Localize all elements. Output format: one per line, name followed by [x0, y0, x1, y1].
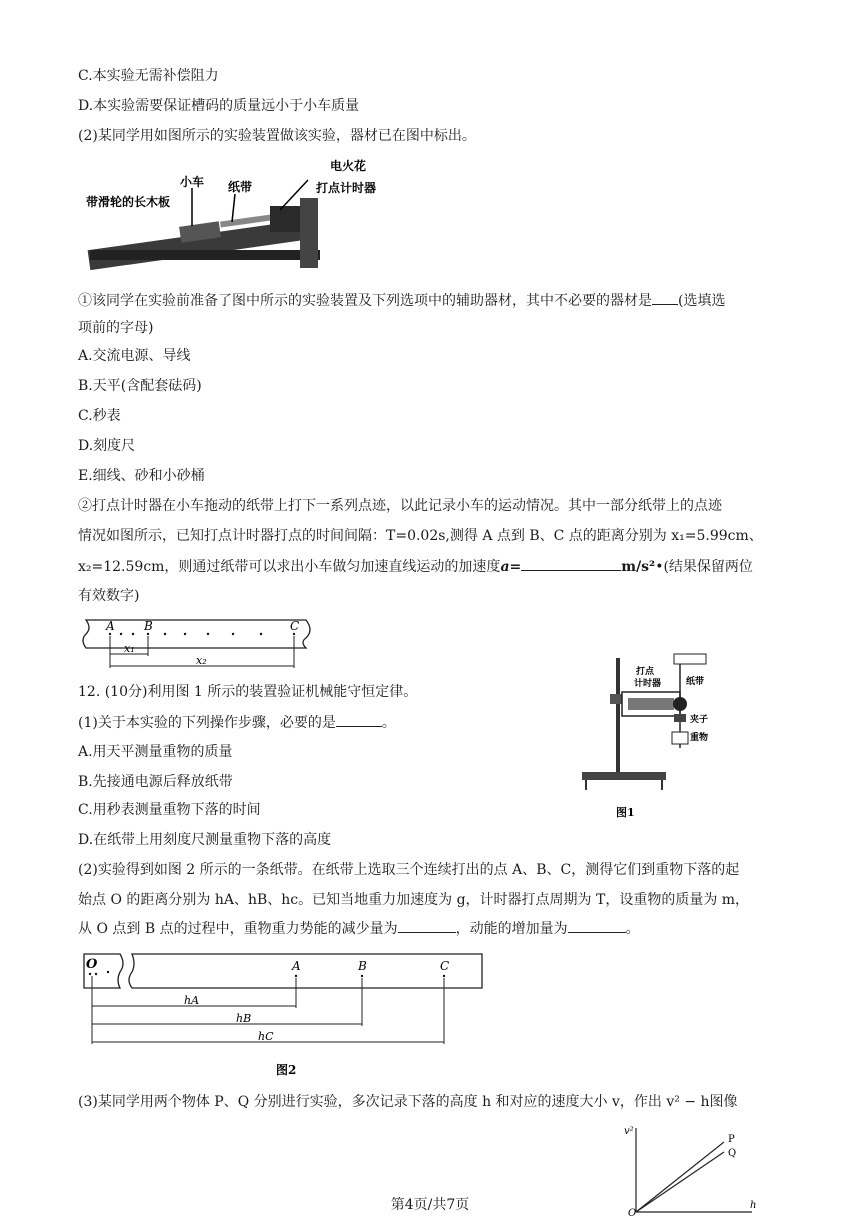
tape-label-x1: x₁	[124, 642, 135, 655]
label-board: 带滑轮的长木板	[86, 195, 171, 209]
page-footer: 第4页/共7页	[390, 1197, 470, 1213]
label-timer-1: 电火花	[330, 159, 367, 173]
tape-label-a: A	[106, 619, 115, 633]
sub-question-1-line1	[78, 290, 725, 311]
question-12-title: 12. (10分)利用图 1 所示的装置验证机械能守恒定律。	[78, 684, 418, 700]
acceleration-unit: m/s²	[621, 559, 656, 575]
q12-option-c: C.用秒表测量重物下落的时间	[78, 802, 261, 818]
tape-dots	[109, 633, 295, 635]
label-timer-2: 打点计时器	[316, 181, 377, 195]
q12-option-b: B.先接通电源后释放纸带	[78, 774, 233, 790]
question-12-part-2-line3	[78, 918, 640, 939]
figure-2-tape	[80, 946, 490, 1086]
label-car: 小车	[180, 175, 205, 189]
fig2-label-ha: hA	[184, 994, 200, 1007]
fig2-caption: 图2	[276, 1063, 297, 1077]
question-12-part-2-line2: 始点 O 的距离分别为 hA、hB、hc。已知当地重力加速度为 g，计时器打点周期为 T，设重物的质量为 m，	[78, 892, 750, 908]
option-a: A.交流电源、导线	[78, 348, 191, 364]
option-e: E.细线、砂和小砂桶	[78, 468, 205, 484]
graph-label-p: P	[728, 1134, 735, 1145]
fig2-label-b: B	[358, 959, 367, 973]
sub-question-2-tail: •(结果保留两位	[655, 559, 753, 575]
acceleration-var: a=	[500, 559, 522, 575]
label-tape: 纸带	[228, 180, 253, 194]
figure-1-apparatus	[582, 640, 722, 820]
fig1-label-clip: 夹子	[690, 715, 709, 725]
answer-blank[interactable]	[652, 290, 678, 305]
fig1-label-weight: 重物	[690, 733, 709, 743]
sub-question-2-line1: ②打点计时器在小车拖动的纸带上打下一系列点迹，以此记录小车的运动情况。其中一部分纸带上的点迹	[78, 498, 722, 514]
graph-origin: O	[628, 1208, 637, 1216]
sub-question-1-tail: (选填选	[678, 293, 726, 309]
potential-energy-blank[interactable]	[398, 918, 456, 933]
fig1-label-tape: 纸带	[686, 677, 705, 687]
part-2-mid: ，动能的增加量为	[455, 921, 568, 937]
question-12-part-1-text: (1)关于本实验的下列操作步骤，必要的是	[78, 715, 336, 731]
part-2-text: 从 O 点到 B 点的过程中，重物重力势能的减少量为	[78, 921, 398, 937]
fig1-caption: 图1	[616, 806, 635, 819]
question-2-intro: (2)某同学用如图所示的实验装置做该实验，器材已在图中标出。	[78, 128, 476, 144]
part-2-end: 。	[625, 921, 640, 937]
tape-label-x2: x₂	[196, 654, 207, 667]
fig2-label-hc: hC	[258, 1030, 274, 1043]
fig1-label-timer-1: 打点	[636, 667, 655, 677]
question-12-part-3: (3)某同学用两个物体 P、Q 分别进行实验，多次记录下落的高度 h 和对应的速度大小 v，作出 v² − h图像	[78, 1094, 738, 1110]
sub-question-1-line2: 项前的字母)	[78, 320, 154, 336]
tape-label-b: B	[144, 619, 153, 633]
acceleration-blank[interactable]	[521, 556, 621, 571]
question-12-part-2-line1: (2)实验得到如图 2 所示的一条纸带。在纸带上选取三个连续打出的点 A、B、C，测得它们到重物下落的起	[78, 862, 740, 878]
fig1-label-timer-2: 计时器	[634, 679, 662, 689]
option-d-mass: D.本实验需要保证槽码的质量远小于小车质量	[78, 98, 360, 114]
fig2-label-a: A	[292, 959, 301, 973]
fig2-label-hb: hB	[236, 1012, 252, 1025]
tape-label-c: C	[290, 619, 300, 633]
sub-question-2-text: x₂=12.59cm，则通过纸带可以求出小车做匀加速直线运动的加速度	[78, 559, 501, 575]
fig2-label-c: C	[440, 959, 450, 973]
fig2-label-o: O	[86, 957, 98, 972]
option-b: B.天平(含配套砝码)	[78, 378, 202, 394]
option-c-no-friction: C.本实验无需补偿阻力	[78, 68, 219, 84]
sub-question-2-line2: 情况如图所示，已知打点计时器打点的时间间隔：T=0.02s,测得 A 点到 B、C 点的距离分别为 x₁=5.99cm、	[78, 528, 763, 544]
graph-label-q: Q	[728, 1148, 737, 1159]
paper-tape-figure	[78, 614, 318, 674]
kinetic-energy-blank[interactable]	[568, 918, 626, 933]
graph-ylabel: v²	[624, 1126, 634, 1137]
cart-apparatus-figure	[80, 158, 377, 276]
option-d: D.刻度尺	[78, 438, 136, 454]
option-c: C.秒表	[78, 408, 121, 424]
part-1-blank[interactable]	[336, 712, 382, 727]
sub-question-2-line3	[78, 556, 753, 577]
sub-question-2-line4: 有效数字)	[78, 588, 140, 604]
sub-question-1-text: ①该同学在实验前准备了图中所示的实验装置及下列选项中的辅助器材，其中不必要的器材是	[78, 293, 652, 309]
question-12-part-1-end: 。	[381, 715, 396, 731]
graph-xlabel: h	[750, 1200, 757, 1211]
q12-option-d: D.在纸带上用刻度尺测量重物下落的高度	[78, 832, 332, 848]
q12-option-a: A.用天平测量重物的质量	[78, 744, 233, 760]
question-12-part-1	[78, 712, 396, 733]
